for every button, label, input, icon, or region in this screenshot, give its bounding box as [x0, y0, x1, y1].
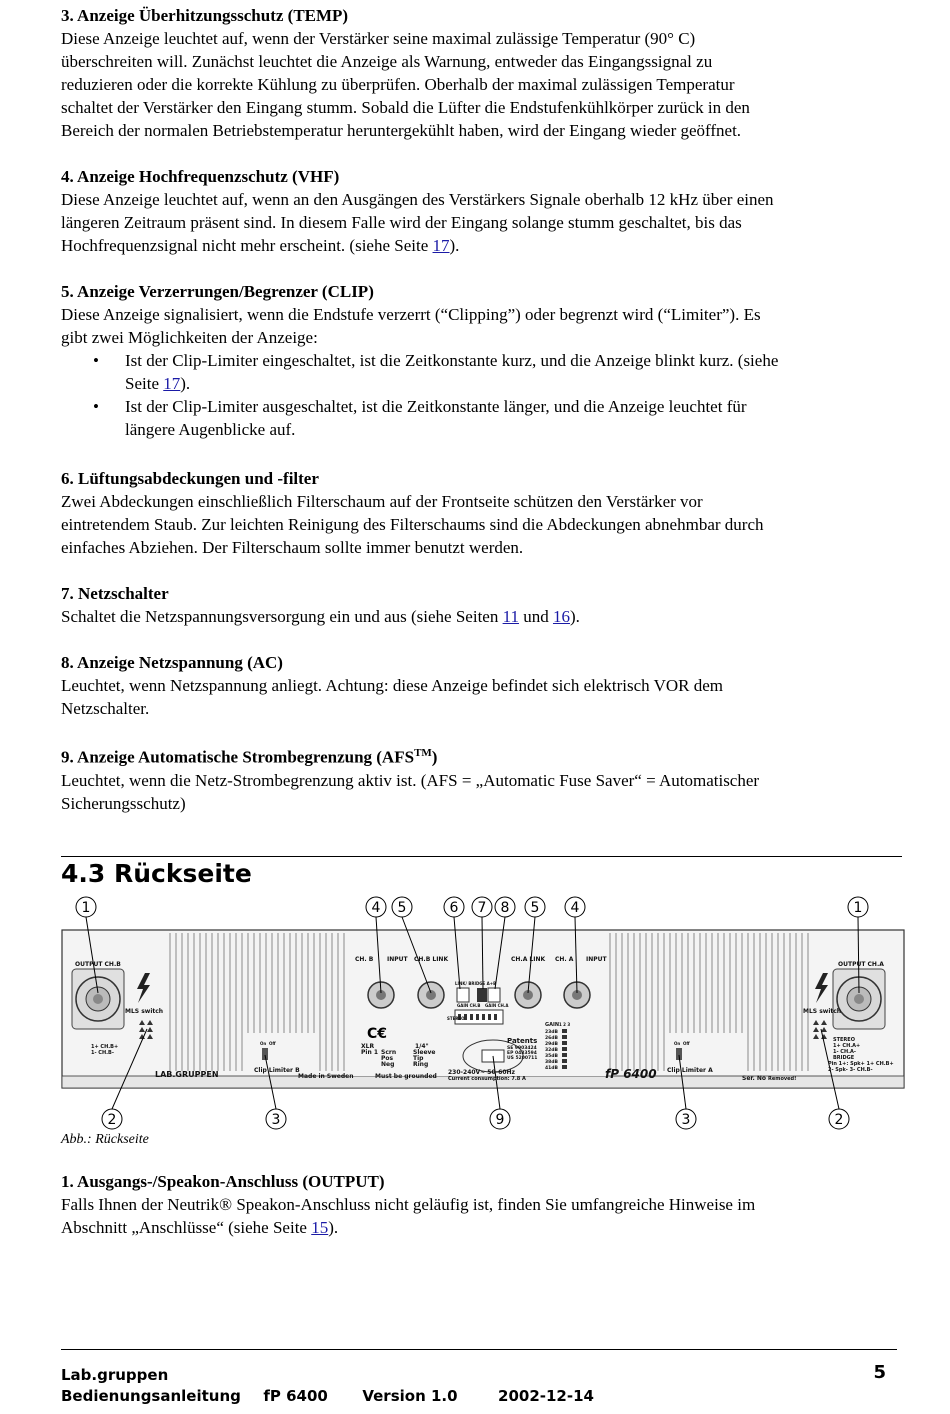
callout-4-right: [565, 897, 585, 917]
callout-7: [472, 897, 492, 917]
svg-text:Tip: Tip: [413, 1055, 424, 1062]
svg-text:5: 5: [530, 900, 540, 916]
heading-temp: 3. Anzeige Überhitzungsschutz (TEMP): [61, 6, 349, 25]
model-label: fP 6400: [605, 1067, 657, 1081]
text-line: einfaches Abziehen. Der Filterschaum sollte immer benutzt werden.: [61, 538, 524, 557]
list-item: • Ist der Clip-Limiter eingeschaltet, ist die Zeitkonstante kurz, und die Anzeige blinkt kurz. (siehe Seite 17).: [61, 349, 901, 395]
section-divider: [61, 856, 902, 857]
section-vhf: [61, 165, 901, 257]
svg-text:8: 8: [500, 900, 510, 916]
svg-text:41dB: 41dB: [545, 1066, 558, 1071]
section-clip: [61, 280, 901, 441]
svg-text:3: 3: [681, 1112, 691, 1128]
svg-text:US 5200711: US 5200711: [507, 1056, 538, 1061]
rear-panel-diagram: [55, 893, 905, 1138]
text-line: gibt zwei Möglichkeiten der Anzeige:: [61, 328, 318, 347]
svg-text:Pin 1+: Spk+ 1+ CH.B+: Pin 1+: Spk+ 1+ CH.B+: [828, 1061, 894, 1067]
label-voltage: 230-240V~ 50-60Hz: [448, 1069, 516, 1076]
heading-clip: 5. Anzeige Verzerrungen/Begrenzer (CLIP): [61, 282, 374, 301]
svg-text:1+ CH.A+: 1+ CH.A+: [833, 1043, 861, 1049]
svg-text:5: 5: [397, 900, 407, 916]
svg-text:2- Spk- 3- CH.B-: 2- Spk- 3- CH.B-: [828, 1067, 873, 1073]
callout-1-right: [848, 897, 868, 917]
brand-logo: LAB.GRUPPEN: [155, 1070, 219, 1079]
svg-text:1 2 3: 1 2 3: [559, 1022, 571, 1027]
svg-text:1+ CH.B+: 1+ CH.B+: [91, 1044, 119, 1050]
label-ch-a-link: CH.A LINK: [511, 956, 546, 963]
svg-text:Pos: Pos: [381, 1055, 394, 1062]
footer-company: Lab.gruppen: [61, 1366, 169, 1384]
callout-1-left: [76, 897, 96, 917]
text-line: Hochfrequenzsignal nicht mehr erscheint. (siehe Seite 17).: [61, 236, 460, 255]
callout-2-right: [829, 1109, 849, 1129]
speakon-output-b: [72, 969, 124, 1029]
figure-caption: Abb.: Rückseite: [61, 1132, 149, 1147]
svg-text:Pin 1: Pin 1: [361, 1049, 378, 1056]
gain-switch-column: [562, 1029, 567, 1069]
label-made-in: Made in Sweden: [298, 1073, 354, 1080]
svg-text:BRIDGE: BRIDGE: [833, 1055, 855, 1061]
svg-text:On: On: [260, 1041, 267, 1046]
label-input-b: INPUT: [387, 956, 408, 963]
svg-text:3: 3: [271, 1112, 281, 1128]
page-number: 5: [873, 1362, 886, 1383]
page-link[interactable]: 17: [163, 374, 181, 393]
svg-text:Off: Off: [269, 1041, 276, 1046]
svg-text:Must be grounded: Must be grounded: [375, 1073, 437, 1080]
svg-text:2: 2: [834, 1112, 844, 1128]
list-item: • Ist der Clip-Limiter ausgeschaltet, ist die Zeitkonstante länger, und die Anzeige leuchtet für längere Augenblicke auf.: [61, 395, 901, 441]
footer-manual: Bedienungsanleitung: [61, 1387, 241, 1405]
label-ch-b: CH. B: [355, 956, 374, 963]
svg-text:SE 9903424: SE 9903424: [507, 1046, 537, 1051]
section-afs: [61, 742, 901, 815]
section-vent: [61, 467, 901, 559]
section-title: 4.3 Rückseite: [61, 859, 252, 888]
heading-output: 1. Ausgangs-/Speakon-Anschluss (OUTPUT): [61, 1172, 385, 1191]
footer-model: fP 6400: [263, 1387, 328, 1405]
text-line: Zwei Abdeckungen einschließlich Filterschaum auf der Frontseite schützen den Verstärker vor: [61, 492, 703, 511]
footer-date: 2002-12-14: [498, 1387, 594, 1405]
svg-text:9: 9: [495, 1112, 505, 1128]
svg-text:23dB: 23dB: [545, 1030, 558, 1035]
svg-text:38dB: 38dB: [545, 1060, 558, 1065]
text-line: Abschnitt „Anschlüsse“ (siehe Seite 15).: [61, 1218, 339, 1237]
page-link[interactable]: 11: [502, 607, 519, 626]
svg-text:Ring: Ring: [413, 1061, 429, 1068]
label-ch-b-link: CH.B LINK: [414, 956, 449, 963]
label-ch-a: CH. A: [555, 956, 574, 963]
svg-text:6: 6: [449, 900, 459, 916]
label-mls-a: MLS switch: [803, 1008, 842, 1015]
heading-mains: 7. Netzschalter: [61, 584, 169, 603]
svg-text:On: On: [674, 1041, 681, 1046]
svg-text:4: 4: [570, 900, 580, 916]
text-line: Leuchtet, wenn die Netz-Strombegrenzung aktiv ist. (AFS = „Automatic Fuse Saver“ = Automatischer: [61, 770, 760, 790]
svg-text:1: 1: [81, 900, 91, 916]
text-line: reduzieren oder die korrekte Kühlung zu überprüfen. Oberhalb der maximal zulässigen Temperatur: [61, 75, 735, 94]
label-gain: GAIN: [545, 1022, 560, 1028]
label-clip-limiter-b: Clip Limiter B: [254, 1067, 300, 1074]
callout-5-left: [392, 897, 412, 917]
label-mls-b: MLS switch: [125, 1008, 164, 1015]
page-link[interactable]: 15: [311, 1218, 329, 1237]
section-output: [61, 1170, 901, 1239]
text-line: Diese Anzeige signalisiert, wenn die Endstufe verzerrt (“Clipping”) oder begrenzt wird (“Limiter”). Es: [61, 305, 761, 324]
callout-3-right: [676, 1109, 696, 1129]
text-line: Schaltet die Netzspannungsversorgung ein und aus (siehe Seiten 11 und 16).: [61, 607, 580, 626]
heading-vent: 6. Lüftungsabdeckungen und -filter: [61, 469, 319, 488]
text-line: Sicherungsschutz): [61, 793, 186, 813]
footer-manual-line: [61, 1387, 594, 1405]
bullet-list: [61, 349, 901, 441]
label-stereo-switch: STEREO: [447, 1016, 465, 1021]
text-line: längeren Zeitraum präsent sind. In diesem Falle wird der Eingang solange stumm geschaltet, bis das: [61, 213, 742, 232]
footer-divider: [61, 1349, 897, 1350]
clip-switch: [262, 1048, 268, 1060]
text-line: überschreiten will. Zunächst leuchtet die Anzeige als Warnung, entweder das Eingangssignal zu: [61, 52, 713, 71]
page-link[interactable]: 17: [432, 236, 450, 255]
text-line: Falls Ihnen der Neutrik® Speakon-Anschluss nicht geläufig ist, finden Sie umfangreiche Hinweise im: [61, 1195, 756, 1214]
label-patents: Patents: [507, 1037, 538, 1045]
footer-version: Version 1.0: [362, 1387, 458, 1405]
svg-text:1: 1: [853, 900, 863, 916]
svg-text:Sleeve: Sleeve: [413, 1049, 436, 1056]
label-output-a: OUTPUT CH.A: [838, 961, 884, 968]
svg-text:Removed!: Removed!: [768, 1076, 797, 1082]
heading-vhf: 4. Anzeige Hochfrequenzschutz (VHF): [61, 167, 340, 186]
label-link-bridge: LINK/ BRIDGE A+B: [455, 981, 497, 986]
svg-text:Off: Off: [683, 1041, 690, 1046]
xlr-link-a: [515, 982, 541, 1008]
svg-text:1- CH.B-: 1- CH.B-: [91, 1050, 114, 1056]
text-line: Netzschalter.: [61, 699, 150, 718]
svg-text:4: 4: [371, 900, 381, 916]
section-temp: [61, 4, 901, 142]
svg-text:1/4": 1/4": [415, 1043, 429, 1050]
label-gain-ch-b: GAIN CH.B: [457, 1003, 481, 1008]
callout-6: [444, 897, 464, 917]
svg-text:Scrn: Scrn: [381, 1049, 397, 1056]
callout-8: [495, 897, 515, 917]
text-line: Leuchtet, wenn Netzspannung anliegt. Achtung: diese Anzeige befindet sich elektrisch VOR dem: [61, 676, 724, 695]
ce-mark: C€: [367, 1026, 388, 1042]
text-line: Diese Anzeige leuchtet auf, wenn der Verstärker seine maximal zulässige Temperatur (90° C): [61, 29, 696, 48]
page-link[interactable]: 16: [552, 607, 570, 626]
callout-9: [490, 1109, 510, 1129]
heading-ac: 8. Anzeige Netzspannung (AC): [61, 653, 283, 672]
callout-4-left: [366, 897, 386, 917]
callout-5-right: [525, 897, 545, 917]
label-output-b: OUTPUT CH.B: [75, 961, 121, 968]
svg-text:29dB: 29dB: [545, 1042, 558, 1047]
svg-text:EP 0483594: EP 0483594: [507, 1051, 537, 1056]
label-consumption: Current consumption: 7.8 A: [448, 1076, 526, 1082]
svg-text:35dB: 35dB: [545, 1054, 558, 1059]
label-gain-ch-a: GAIN CH.A: [485, 1003, 509, 1008]
svg-text:STEREO: STEREO: [833, 1037, 855, 1043]
svg-text:XLR: XLR: [361, 1043, 375, 1050]
heading-afs: 9. Anzeige Automatische Strombegrenzung (AFS™): [61, 747, 438, 767]
text-line: eintretendem Staub. Zur leichten Reinigung des Filterschaums sind die Abdeckungen abnehmbar durch: [61, 515, 764, 534]
text-line: Diese Anzeige leuchtet auf, wenn an den Ausgängen des Verstärkers Signale oberhalb 12 kHz über einen: [61, 190, 774, 209]
callout-2-left: [102, 1109, 122, 1129]
text-line: schaltet der Verstärker den Eingang stumm. Sobald die Lüfter die Endstufenkühlkörper zurück in den: [61, 98, 750, 117]
callout-3-left: [266, 1109, 286, 1129]
label-serial: Ser. No: [742, 1075, 767, 1082]
svg-text:Neg: Neg: [381, 1061, 395, 1068]
label-clip-limiter-a: Clip Limiter A: [667, 1067, 713, 1074]
label-input-a: INPUT: [586, 956, 607, 963]
svg-text:1- CH.A-: 1- CH.A-: [833, 1049, 856, 1055]
svg-text:32dB: 32dB: [545, 1048, 558, 1053]
svg-text:26dB: 26dB: [545, 1036, 558, 1041]
xlr-link-b: [418, 982, 444, 1008]
svg-text:2: 2: [107, 1112, 117, 1128]
svg-text:7: 7: [477, 900, 487, 916]
section-ac: [61, 651, 901, 720]
section-mains: [61, 582, 901, 628]
text-line: Bereich der normalen Betriebstemperatur heruntergekühlt haben, wird der Eingang wieder geöffnet.: [61, 121, 742, 140]
